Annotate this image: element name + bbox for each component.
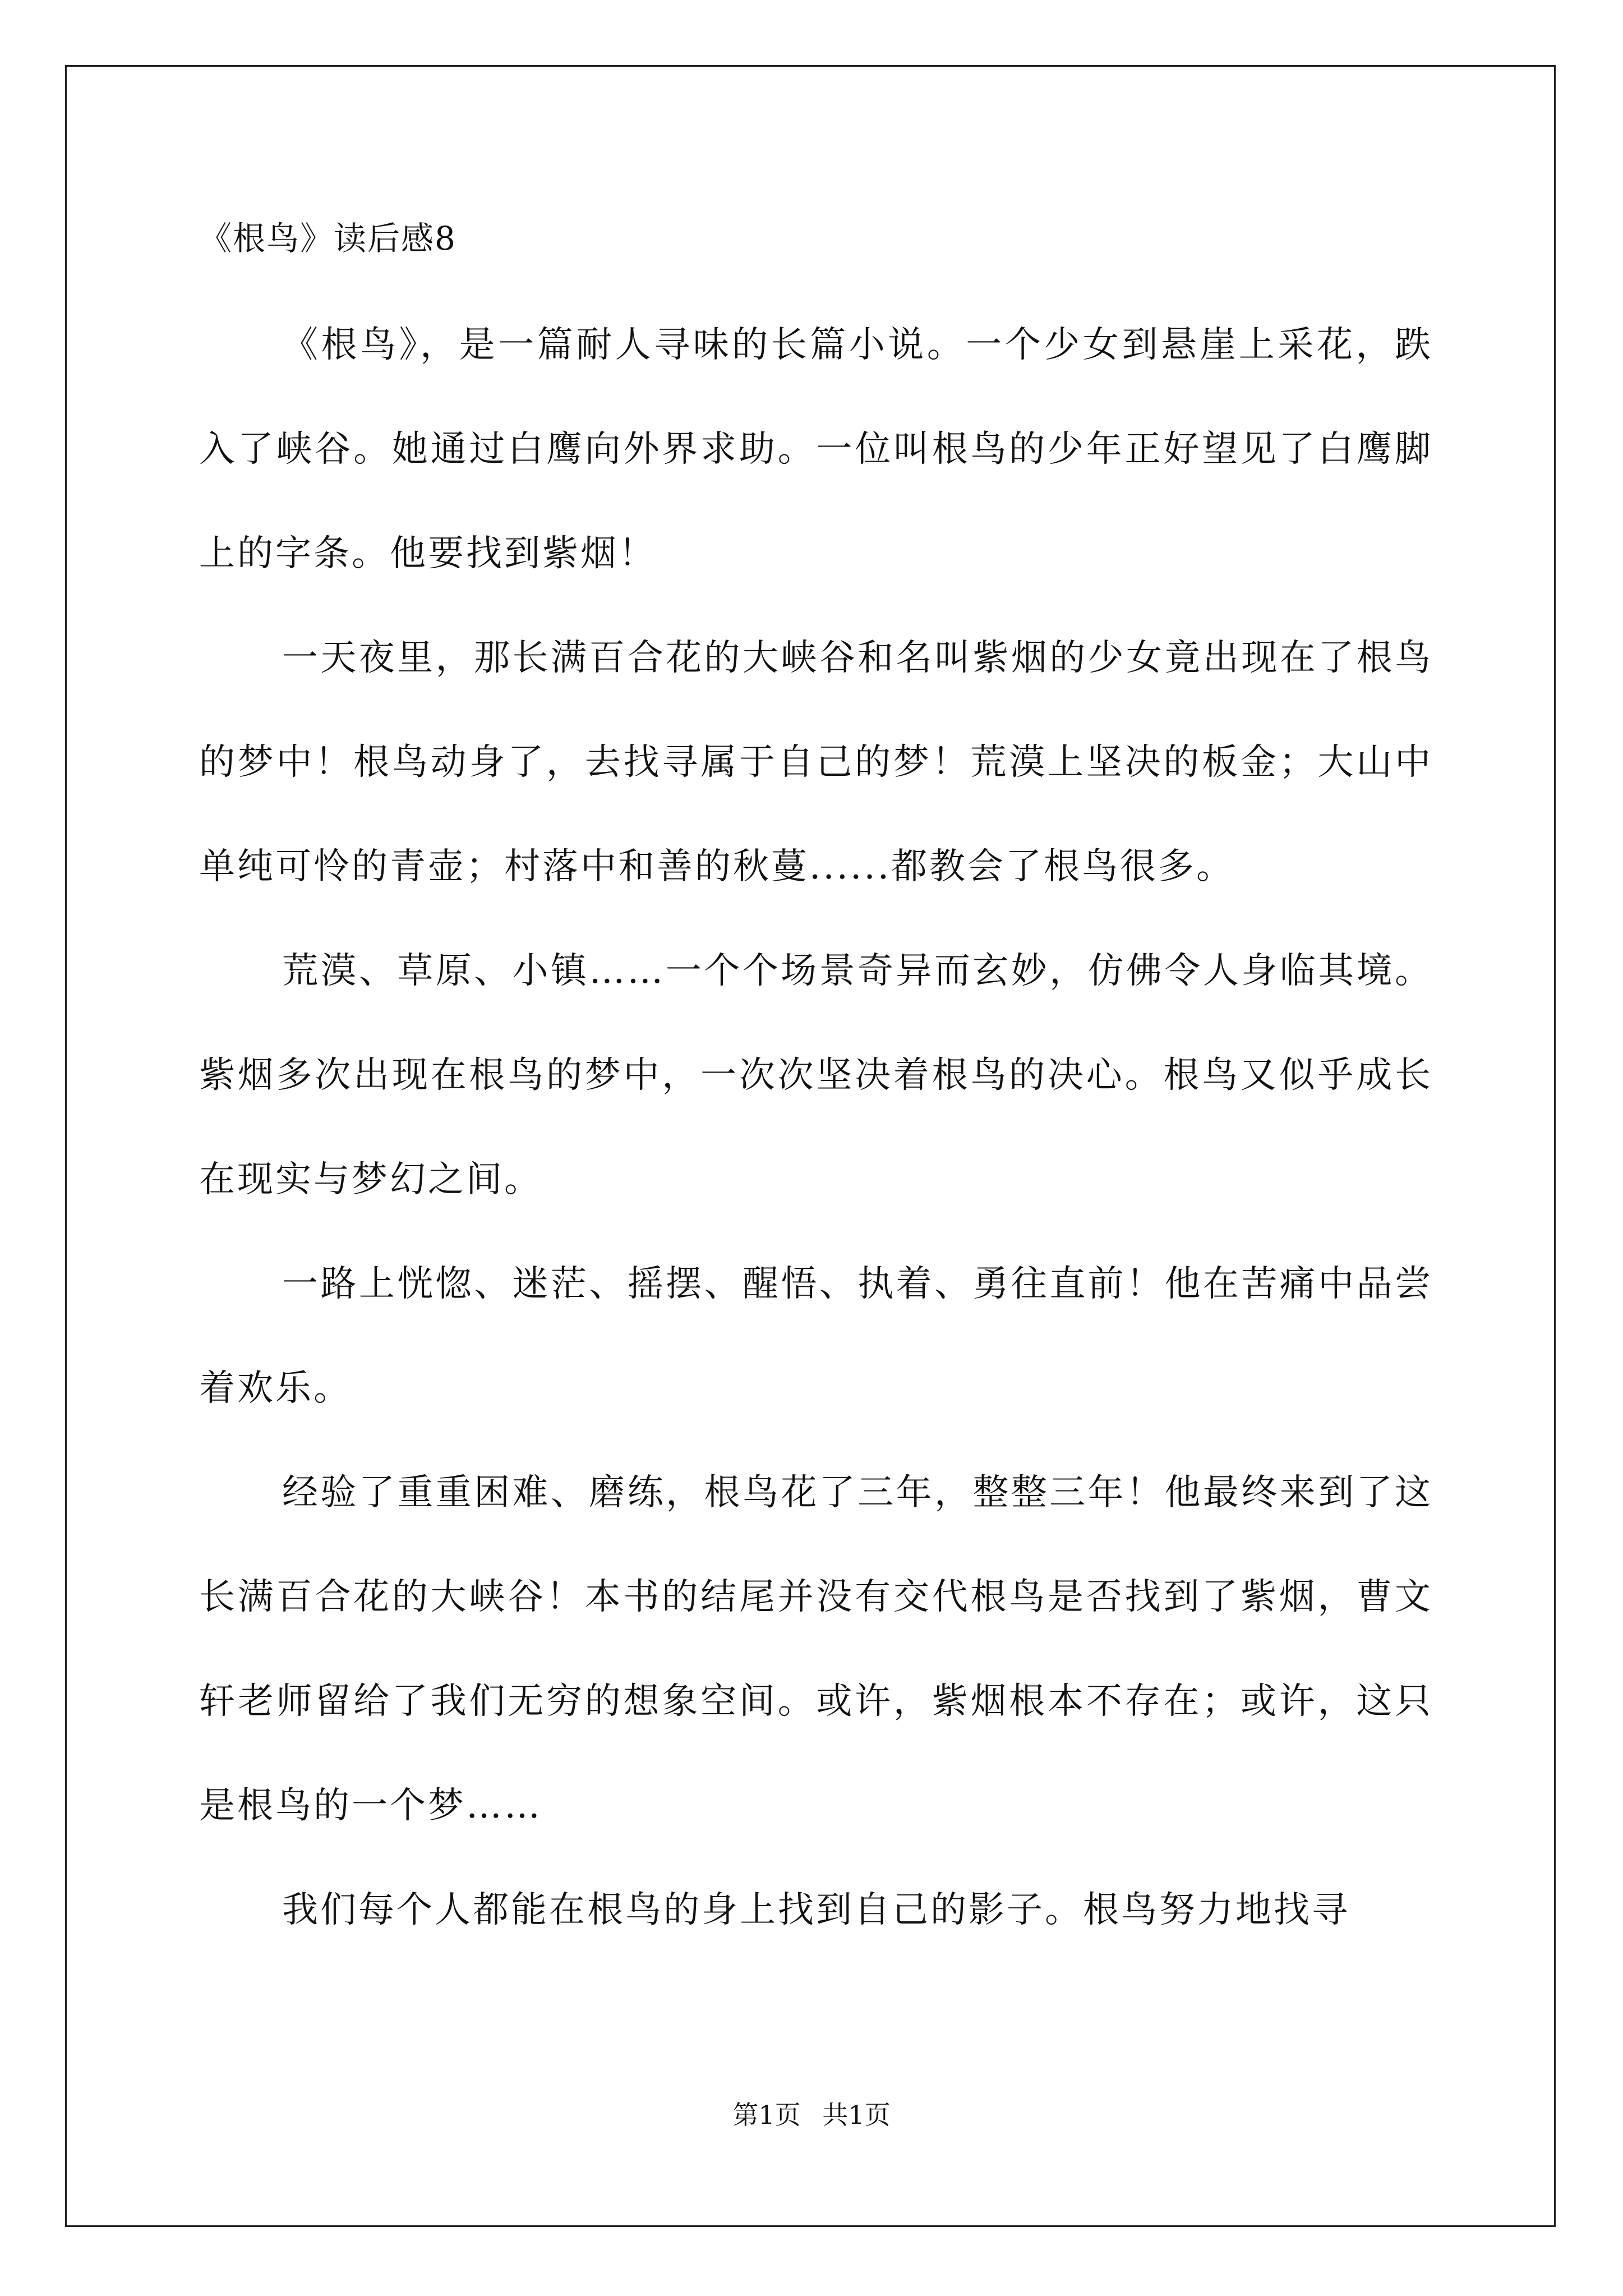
document-body: [199, 219, 1433, 1962]
paragraph: 经验了重重困难、磨练，根鸟花了三年，整整三年！他最终来到了这长满百合花的大峡谷！本书的结尾并没有交代根鸟是否找到了紫烟，曹文轩老师留给了我们无穷的想象空间。或许，紫烟根本不存在；或许，这只是根鸟的一个梦……: [199, 1472, 1433, 1826]
paragraph: 荒漠、草原、小镇……一个个场景奇异而玄妙，仿佛令人身临其境。紫烟多次出现在根鸟的梦中，一次次坚决着根鸟的决心。根鸟又似乎成长在现实与梦幻之间。: [199, 950, 1433, 1200]
page-number-total: 共1页: [822, 2100, 891, 2130]
page-footer: [0, 2101, 1623, 2129]
page-number-current: 第1页: [732, 2100, 801, 2130]
paragraph: 我们每个人都能在根鸟的身上找到自己的影子。根鸟努力地找寻: [282, 1889, 1350, 1931]
document-title: 《根鸟》读后感8: [199, 219, 457, 257]
paragraph: 《根鸟》，是一篇耐人寻味的长篇小说。一个少女到悬崖上采花，跌入了峡谷。她通过白鹰向外界求助。一位叫根鸟的少年正好望见了白鹰脚上的字条。他要找到紫烟！: [199, 324, 1433, 574]
paragraph: 一天夜里，那长满百合花的大峡谷和名叫紫烟的少女竟出现在了根鸟的梦中！根鸟动身了，去找寻属于自己的梦！荒漠上坚决的板金；大山中单纯可怜的青壶；村落中和善的秋蔓......都教会了根鸟很多。: [199, 637, 1433, 887]
paragraph: 一路上恍惚、迷茫、摇摆、醒悟、执着、勇往直前！他在苦痛中品尝着欢乐。: [199, 1263, 1433, 1409]
